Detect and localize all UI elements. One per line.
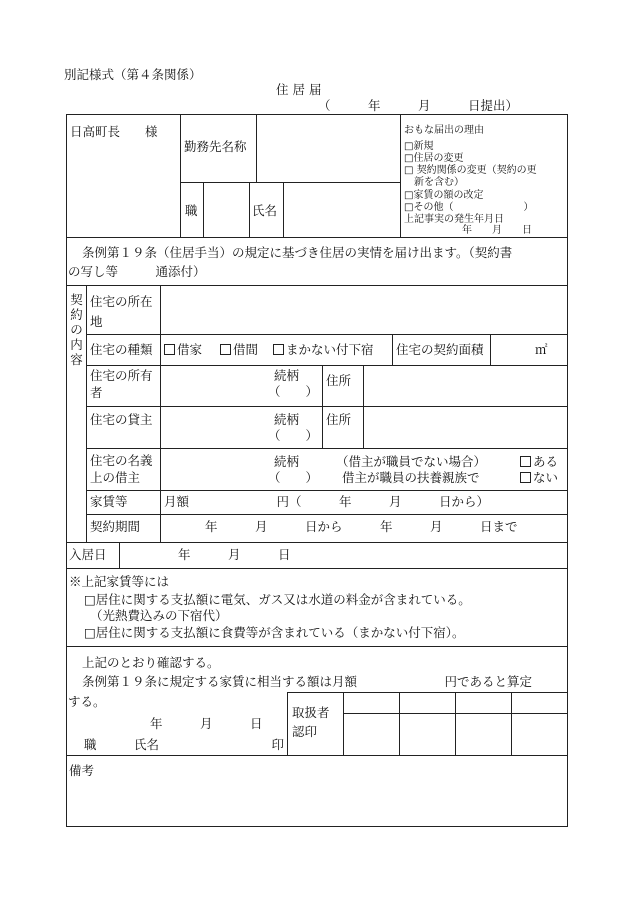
addressee: 日高町長 様 xyxy=(70,124,158,139)
notes-item-utilities-sub: （光熱費込みの下宿代） xyxy=(90,608,228,623)
period-value[interactable]: 年 月 日から 年 月 日まで xyxy=(205,519,518,534)
checkbox-icon xyxy=(164,344,175,355)
period-label: 契約期間 xyxy=(90,519,141,534)
lessor-label: 住宅の貸主 xyxy=(90,412,153,427)
remarks-field[interactable] xyxy=(67,782,567,825)
move-in-value[interactable]: 年 月 日 xyxy=(178,547,291,562)
nominal-relation-label: 続柄 xyxy=(274,454,300,469)
occurrence-date: 年 月 日 xyxy=(462,225,532,236)
reason-new[interactable]: □新規 xyxy=(404,141,434,152)
position-field[interactable] xyxy=(204,183,248,236)
reasons-heading: おもな届出の理由 xyxy=(404,125,484,136)
name-label: 氏名 xyxy=(252,203,278,218)
confirmation-signer[interactable]: 職 氏名 印 xyxy=(84,737,285,752)
rent-label: 家賃等 xyxy=(90,494,128,509)
declaration-line-2: の写し等 通添付） xyxy=(68,264,206,279)
nominal-label: 住宅の名義 xyxy=(90,453,153,468)
nominal-note-2: 借主が職員の扶養親族で xyxy=(342,470,480,485)
confirmation-line-1: 上記のとおり確認する。 xyxy=(82,655,220,670)
type-option-house[interactable]: 借家 xyxy=(164,344,202,357)
confirmation-date[interactable]: 年 月 日 xyxy=(150,716,263,731)
rent-value[interactable]: 月額 円（ 年 月 日から） xyxy=(164,494,490,509)
lessor-relation-label: 続柄 xyxy=(274,412,300,427)
remarks-label: 備考 xyxy=(69,763,95,778)
type-option-boarding[interactable]: まかない付下宿 xyxy=(273,344,374,357)
position-label: 職 xyxy=(185,203,198,218)
location-field[interactable] xyxy=(161,286,566,333)
owner-address-label: 住所 xyxy=(326,373,352,388)
nominal-label-cont: 上の借主 xyxy=(90,470,141,485)
area-unit: ㎡ xyxy=(535,342,548,357)
reason-house-change[interactable]: □住居の変更 xyxy=(404,153,464,164)
owner-relation-field[interactable]: （ ） xyxy=(268,384,319,399)
notes-item-utilities[interactable]: □居住に関する支払額に電気、ガス又は水道の料金が含まれている。 xyxy=(84,592,471,607)
nominal-relation-field[interactable]: （ ） xyxy=(268,470,319,485)
area-label: 住宅の契約面積 xyxy=(396,342,484,357)
notes-item-meals[interactable]: □居住に関する支払額に食費等が含まれている（まかない付下宿）。 xyxy=(84,625,465,640)
reason-other[interactable]: □その他（ ） xyxy=(404,202,534,213)
lessor-address-field[interactable] xyxy=(364,407,566,447)
notes-heading: ※上記家賃等には xyxy=(69,574,170,589)
occurrence-label: 上記事実の発生年月日 xyxy=(404,214,504,225)
handler-label-cont: 認印 xyxy=(292,724,318,739)
type-label: 住宅の種類 xyxy=(90,342,153,357)
workplace-label: 勤務先名称 xyxy=(184,139,247,154)
nominal-yes-option[interactable]: ある xyxy=(520,456,558,469)
nominal-note-1: （借主が職員でない場合） xyxy=(336,454,487,469)
owner-address-field[interactable] xyxy=(364,366,566,405)
checkbox-icon xyxy=(220,344,231,355)
move-in-label: 入居日 xyxy=(69,547,107,562)
checkbox-icon xyxy=(520,472,531,483)
workplace-field[interactable] xyxy=(257,115,399,181)
contract-side-label: 契 約 の 内 容 xyxy=(70,292,83,367)
submit-date: （ 年 月 日提出） xyxy=(318,98,519,113)
type-option-room[interactable]: 借間 xyxy=(220,344,258,357)
form-title: 住 居 届 xyxy=(276,82,322,97)
nominal-no-option[interactable]: ない xyxy=(520,472,558,485)
name-field[interactable] xyxy=(284,183,399,236)
checkbox-icon xyxy=(273,344,284,355)
owner-label-cont: 者 xyxy=(90,385,103,400)
reason-contract-change[interactable]: □ 契約関係の変更（契約の更 xyxy=(404,165,537,176)
confirmation-line-3: する。 xyxy=(68,694,106,709)
lessor-relation-field[interactable]: （ ） xyxy=(268,428,319,443)
owner-relation-label: 続柄 xyxy=(274,368,300,383)
declaration-line-1: 条例第１９条（住居手当）の規定に基づき住居の実情を届け出ます。（契約書 xyxy=(82,245,513,260)
handler-label: 取扱者 xyxy=(292,705,330,720)
reason-rent-revision[interactable]: □家賃の額の改定 xyxy=(404,190,484,201)
location-label-cont: 地 xyxy=(90,314,103,329)
lessor-address-label: 住所 xyxy=(326,412,352,427)
checkbox-icon xyxy=(520,456,531,467)
location-label: 住宅の所在 xyxy=(90,294,153,309)
owner-label: 住宅の所有 xyxy=(90,368,153,383)
form-number: 別記様式（第４条関係） xyxy=(64,67,202,82)
reason-contract-change-cont: 新を含む） xyxy=(404,177,464,188)
confirmation-line-2: 条例第１９条に規定する家賃に相当する額は月額 円であると算定 xyxy=(82,674,533,689)
